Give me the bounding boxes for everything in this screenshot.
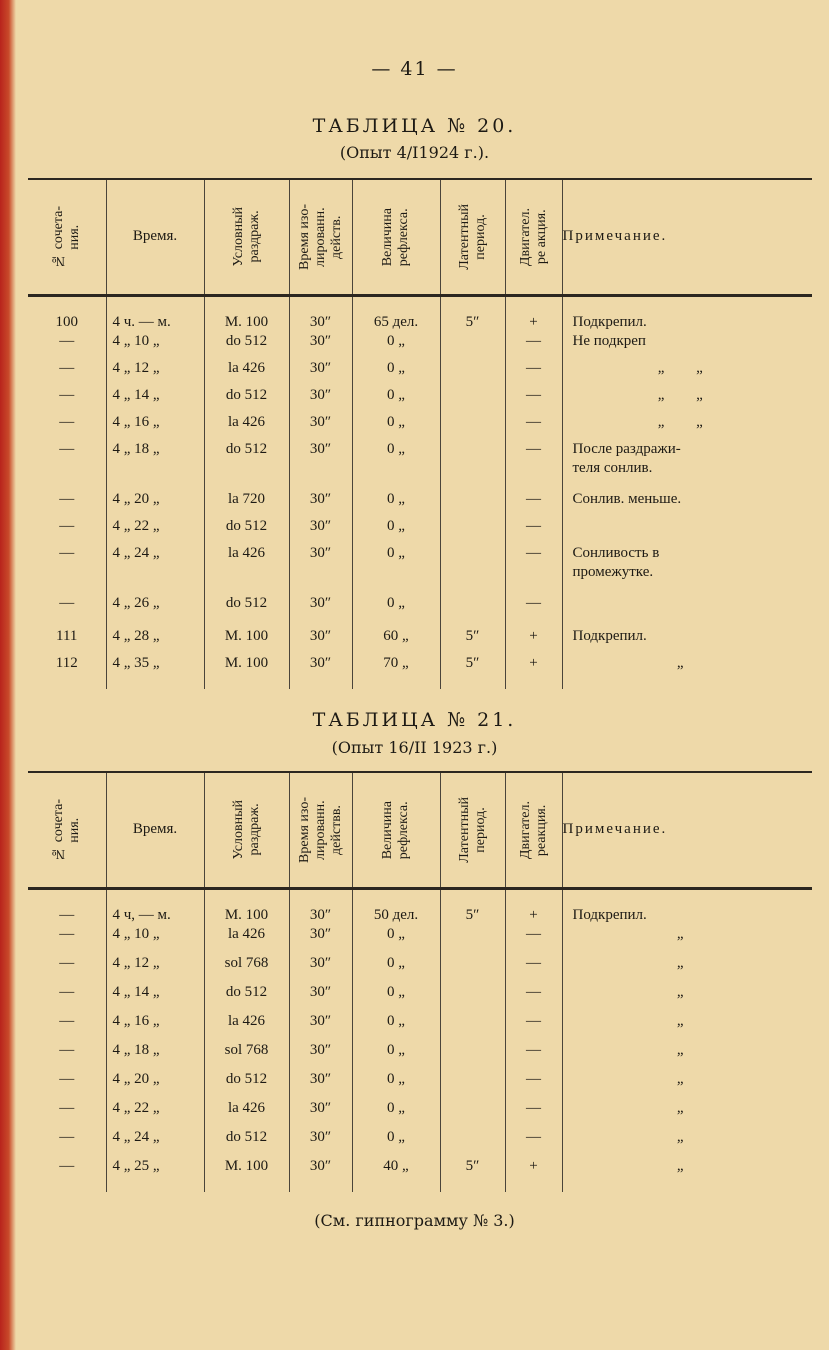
cell-isolated: 30″ xyxy=(289,627,352,654)
cell-isolated: 30″ xyxy=(289,654,352,689)
page-number: — 41 — xyxy=(371,58,458,80)
cell-no: — xyxy=(59,490,75,507)
cell-time: 4 „ 18 „ xyxy=(106,1041,204,1070)
header-note: Примечание. xyxy=(562,179,812,295)
cell-magnitude: 0 „ xyxy=(352,440,440,490)
cell-magnitude: 0 „ xyxy=(352,594,440,627)
table-row xyxy=(28,1070,812,1099)
cell-time: 4 „ 12 „ xyxy=(106,954,204,983)
table-row xyxy=(28,386,812,413)
cell-isolated: 30″ xyxy=(289,440,352,490)
cell-time: 4 „ 12 „ xyxy=(106,359,204,386)
cell-time: 4 „ 10 „ xyxy=(106,925,204,954)
cell-magnitude: 0 „ xyxy=(352,983,440,1012)
cell-no: — xyxy=(59,983,75,1000)
table-row xyxy=(28,490,812,517)
cell-magnitude: 60 „ xyxy=(352,627,440,654)
cell-magnitude: 65 дел. xyxy=(352,295,440,332)
cell-isolated: 30″ xyxy=(289,1070,352,1099)
cell-time: 4 „ 14 „ xyxy=(106,386,204,413)
header-latent: Латентный период. xyxy=(440,772,505,888)
cell-time: 4 „ 35 „ xyxy=(106,654,204,689)
cell-isolated: 30″ xyxy=(289,888,352,925)
table-row xyxy=(28,1099,812,1128)
cell-no: 111 xyxy=(56,627,78,644)
cell-no: — xyxy=(59,1099,75,1116)
cell-stimulus: М. 100 xyxy=(204,888,289,925)
cell-latent xyxy=(440,594,505,627)
header-motor: Двигател. ре акция. xyxy=(505,179,562,295)
cell-note xyxy=(562,594,812,627)
cell-no: — xyxy=(59,906,75,923)
cell-isolated: 30″ xyxy=(289,983,352,1012)
cell-no: 100 xyxy=(55,313,78,330)
cell-time: 4 „ 18 „ xyxy=(106,440,204,490)
cell-stimulus: М. 100 xyxy=(204,654,289,689)
table-row xyxy=(28,517,812,544)
cell-motor: + xyxy=(505,1157,562,1192)
cell-no: 112 xyxy=(55,654,78,671)
cell-time: 4 „ 25 „ xyxy=(106,1157,204,1192)
cell-magnitude: 50 дел. xyxy=(352,888,440,925)
cell-note: „ xyxy=(562,1041,812,1070)
cell-latent xyxy=(440,1099,505,1128)
cell-motor: — xyxy=(505,413,562,440)
cell-stimulus: М. 100 xyxy=(204,627,289,654)
cell-motor: — xyxy=(505,954,562,983)
cell-stimulus: do 512 xyxy=(204,594,289,627)
cell-latent xyxy=(440,925,505,954)
header-time: Время. xyxy=(106,772,204,888)
cell-time: 4 „ 24 „ xyxy=(106,544,204,594)
cell-time: 4 „ 22 „ xyxy=(106,517,204,544)
cell-note: „ xyxy=(562,983,812,1012)
cell-no: — xyxy=(59,954,75,971)
cell-time: 4 ч. — м. xyxy=(106,295,204,332)
cell-note: „ xyxy=(562,954,812,983)
table-row xyxy=(28,654,812,689)
cell-isolated: 30″ xyxy=(289,544,352,594)
cell-motor: — xyxy=(505,1128,562,1157)
cell-no: — xyxy=(59,359,75,376)
cell-note: Сонливость в промежутке. xyxy=(562,544,812,594)
cell-latent: 5″ xyxy=(440,295,505,332)
cell-note: „ xyxy=(562,925,812,954)
header-no: № сочета- ния. xyxy=(28,772,106,888)
header-latent: Латентный период. xyxy=(440,179,505,295)
book-spine-edge xyxy=(0,0,16,1350)
table-21 xyxy=(28,771,812,1192)
cell-stimulus: la 426 xyxy=(204,1012,289,1041)
header-stimulus: Условный раздраж. xyxy=(204,179,289,295)
cell-latent xyxy=(440,954,505,983)
table-row xyxy=(28,413,812,440)
cell-isolated: 30″ xyxy=(289,517,352,544)
cell-note: Подкрепил. xyxy=(562,295,812,332)
cell-latent xyxy=(440,359,505,386)
cell-motor: — xyxy=(505,440,562,490)
cell-latent xyxy=(440,386,505,413)
cell-magnitude: 0 „ xyxy=(352,490,440,517)
cell-stimulus: М. 100 xyxy=(204,295,289,332)
cell-isolated: 30″ xyxy=(289,490,352,517)
cell-magnitude: 0 „ xyxy=(352,544,440,594)
table-20-subtitle: (Опыт 4/I1924 г.). xyxy=(339,143,490,162)
cell-time: 4 „ 10 „ xyxy=(106,332,204,359)
table-21-subtitle: (Опыт 16/II 1923 г.) xyxy=(331,738,498,757)
cell-motor: — xyxy=(505,544,562,594)
cell-isolated: 30″ xyxy=(289,386,352,413)
cell-isolated: 30″ xyxy=(289,295,352,332)
cell-stimulus: la 426 xyxy=(204,359,289,386)
header-motor: Двигател. реакция. xyxy=(505,772,562,888)
cell-no: — xyxy=(59,544,75,561)
cell-time: 4 „ 16 „ xyxy=(106,413,204,440)
cell-time: 4 „ 20 „ xyxy=(106,490,204,517)
cell-latent xyxy=(440,1041,505,1070)
cell-note: „ xyxy=(562,1012,812,1041)
cell-stimulus: do 512 xyxy=(204,386,289,413)
cell-note xyxy=(562,517,812,544)
cell-stimulus: la 426 xyxy=(204,925,289,954)
cell-no: — xyxy=(59,594,75,611)
table-row xyxy=(28,888,812,925)
cell-motor: — xyxy=(505,925,562,954)
cell-no: — xyxy=(59,386,75,403)
cell-latent: 5″ xyxy=(440,1157,505,1192)
cell-motor: + xyxy=(505,627,562,654)
cell-stimulus: la 426 xyxy=(204,544,289,594)
header-time: Время. xyxy=(106,179,204,295)
table-row xyxy=(28,1128,812,1157)
cell-motor: — xyxy=(505,594,562,627)
cell-isolated: 30″ xyxy=(289,925,352,954)
cell-magnitude: 0 „ xyxy=(352,386,440,413)
table-row xyxy=(28,594,812,627)
cell-motor: — xyxy=(505,332,562,359)
cell-stimulus: do 512 xyxy=(204,1070,289,1099)
cell-motor: — xyxy=(505,1070,562,1099)
cell-magnitude: 40 „ xyxy=(352,1157,440,1192)
cell-stimulus: la 426 xyxy=(204,1099,289,1128)
table-20 xyxy=(28,178,812,689)
cell-stimulus: do 512 xyxy=(204,332,289,359)
table-row xyxy=(28,983,812,1012)
cell-time: 4 „ 28 „ xyxy=(106,627,204,654)
cell-no: — xyxy=(59,1128,75,1145)
cell-latent xyxy=(440,490,505,517)
cell-motor: — xyxy=(505,517,562,544)
cell-time: 4 „ 20 „ xyxy=(106,1070,204,1099)
cell-isolated: 30″ xyxy=(289,1157,352,1192)
footnote: (См. гипнограмму № 3.) xyxy=(314,1211,515,1230)
cell-magnitude: 0 „ xyxy=(352,1041,440,1070)
table-row xyxy=(28,1157,812,1192)
cell-note: „ xyxy=(562,1128,812,1157)
cell-latent xyxy=(440,544,505,594)
cell-no: — xyxy=(59,440,75,457)
cell-stimulus: do 512 xyxy=(204,1128,289,1157)
cell-motor: — xyxy=(505,359,562,386)
cell-no: — xyxy=(59,413,75,430)
cell-stimulus: la 426 xyxy=(204,413,289,440)
cell-note: Подкрепил. xyxy=(562,888,812,925)
cell-no: — xyxy=(59,925,75,942)
cell-time: 4 „ 26 „ xyxy=(106,594,204,627)
cell-motor: — xyxy=(505,490,562,517)
cell-note: „ „ xyxy=(562,359,812,386)
header-magnitude: Величина рефлекса. xyxy=(352,179,440,295)
table-row xyxy=(28,440,812,490)
cell-note: „ „ xyxy=(562,386,812,413)
table-row xyxy=(28,359,812,386)
cell-motor: — xyxy=(505,983,562,1012)
cell-latent xyxy=(440,413,505,440)
cell-magnitude: 0 „ xyxy=(352,1012,440,1041)
cell-isolated: 30″ xyxy=(289,413,352,440)
cell-note: „ xyxy=(562,654,812,689)
cell-time: 4 ч, — м. xyxy=(106,888,204,925)
table-20-title: ТАБЛИЦА № 20. xyxy=(312,115,517,137)
cell-latent xyxy=(440,1012,505,1041)
header-magnitude: Величина рефлекса. xyxy=(352,772,440,888)
cell-magnitude: 0 „ xyxy=(352,1128,440,1157)
cell-magnitude: 0 „ xyxy=(352,517,440,544)
cell-stimulus: do 512 xyxy=(204,440,289,490)
cell-magnitude: 0 „ xyxy=(352,413,440,440)
cell-motor: + xyxy=(505,654,562,689)
table-row xyxy=(28,295,812,332)
cell-magnitude: 0 „ xyxy=(352,1099,440,1128)
cell-note: „ „ xyxy=(562,413,812,440)
cell-note: Подкрепил. xyxy=(562,627,812,654)
header-isolated-time: Время изо- лированн. действв. xyxy=(289,772,352,888)
cell-isolated: 30″ xyxy=(289,954,352,983)
cell-stimulus: М. 100 xyxy=(204,1157,289,1192)
table-row xyxy=(28,1041,812,1070)
cell-latent xyxy=(440,332,505,359)
cell-stimulus: do 512 xyxy=(204,983,289,1012)
cell-stimulus: sol 768 xyxy=(204,954,289,983)
cell-no: — xyxy=(59,517,75,534)
cell-latent: 5″ xyxy=(440,654,505,689)
cell-motor: — xyxy=(505,1099,562,1128)
cell-no: — xyxy=(59,1012,75,1029)
header-isolated-time: Время изо- лированн. действ. xyxy=(289,179,352,295)
cell-isolated: 30″ xyxy=(289,1041,352,1070)
cell-note: После раздражи- теля сонлив. xyxy=(562,440,812,490)
table-row xyxy=(28,332,812,359)
cell-note: „ xyxy=(562,1070,812,1099)
table-row xyxy=(28,925,812,954)
cell-isolated: 30″ xyxy=(289,1099,352,1128)
header-no: № сочета- ния. xyxy=(28,179,106,295)
cell-note: „ xyxy=(562,1157,812,1192)
cell-note: „ xyxy=(562,1099,812,1128)
table-row xyxy=(28,954,812,983)
cell-no: — xyxy=(59,1157,75,1174)
cell-isolated: 30″ xyxy=(289,1128,352,1157)
cell-isolated: 30″ xyxy=(289,594,352,627)
cell-time: 4 „ 22 „ xyxy=(106,1099,204,1128)
cell-latent: 5″ xyxy=(440,888,505,925)
cell-magnitude: 0 „ xyxy=(352,925,440,954)
cell-latent xyxy=(440,517,505,544)
table-row xyxy=(28,1012,812,1041)
header-note: Примечание. xyxy=(562,772,812,888)
cell-latent: 5″ xyxy=(440,627,505,654)
cell-latent xyxy=(440,983,505,1012)
cell-latent xyxy=(440,1070,505,1099)
cell-magnitude: 0 „ xyxy=(352,954,440,983)
cell-motor: + xyxy=(505,295,562,332)
cell-isolated: 30″ xyxy=(289,1012,352,1041)
cell-motor: + xyxy=(505,888,562,925)
table-row xyxy=(28,627,812,654)
cell-magnitude: 0 „ xyxy=(352,359,440,386)
cell-no: — xyxy=(59,1070,75,1087)
table-row xyxy=(28,544,812,594)
cell-time: 4 „ 16 „ xyxy=(106,1012,204,1041)
cell-no: — xyxy=(59,1041,75,1058)
header-stimulus: Условный раздраж. xyxy=(204,772,289,888)
cell-magnitude: 0 „ xyxy=(352,332,440,359)
cell-no: — xyxy=(59,332,75,349)
cell-motor: — xyxy=(505,1041,562,1070)
cell-note: Сонлив. меньше. xyxy=(562,490,812,517)
cell-stimulus: do 512 xyxy=(204,517,289,544)
cell-motor: — xyxy=(505,1012,562,1041)
cell-note: Не подкреп xyxy=(562,332,812,359)
cell-latent xyxy=(440,440,505,490)
cell-stimulus: sol 768 xyxy=(204,1041,289,1070)
cell-stimulus: la 720 xyxy=(204,490,289,517)
cell-motor: — xyxy=(505,386,562,413)
cell-isolated: 30″ xyxy=(289,359,352,386)
cell-magnitude: 70 „ xyxy=(352,654,440,689)
cell-latent xyxy=(440,1128,505,1157)
table-21-title: ТАБЛИЦА № 21. xyxy=(312,709,517,731)
cell-isolated: 30″ xyxy=(289,332,352,359)
cell-magnitude: 0 „ xyxy=(352,1070,440,1099)
cell-time: 4 „ 24 „ xyxy=(106,1128,204,1157)
cell-time: 4 „ 14 „ xyxy=(106,983,204,1012)
